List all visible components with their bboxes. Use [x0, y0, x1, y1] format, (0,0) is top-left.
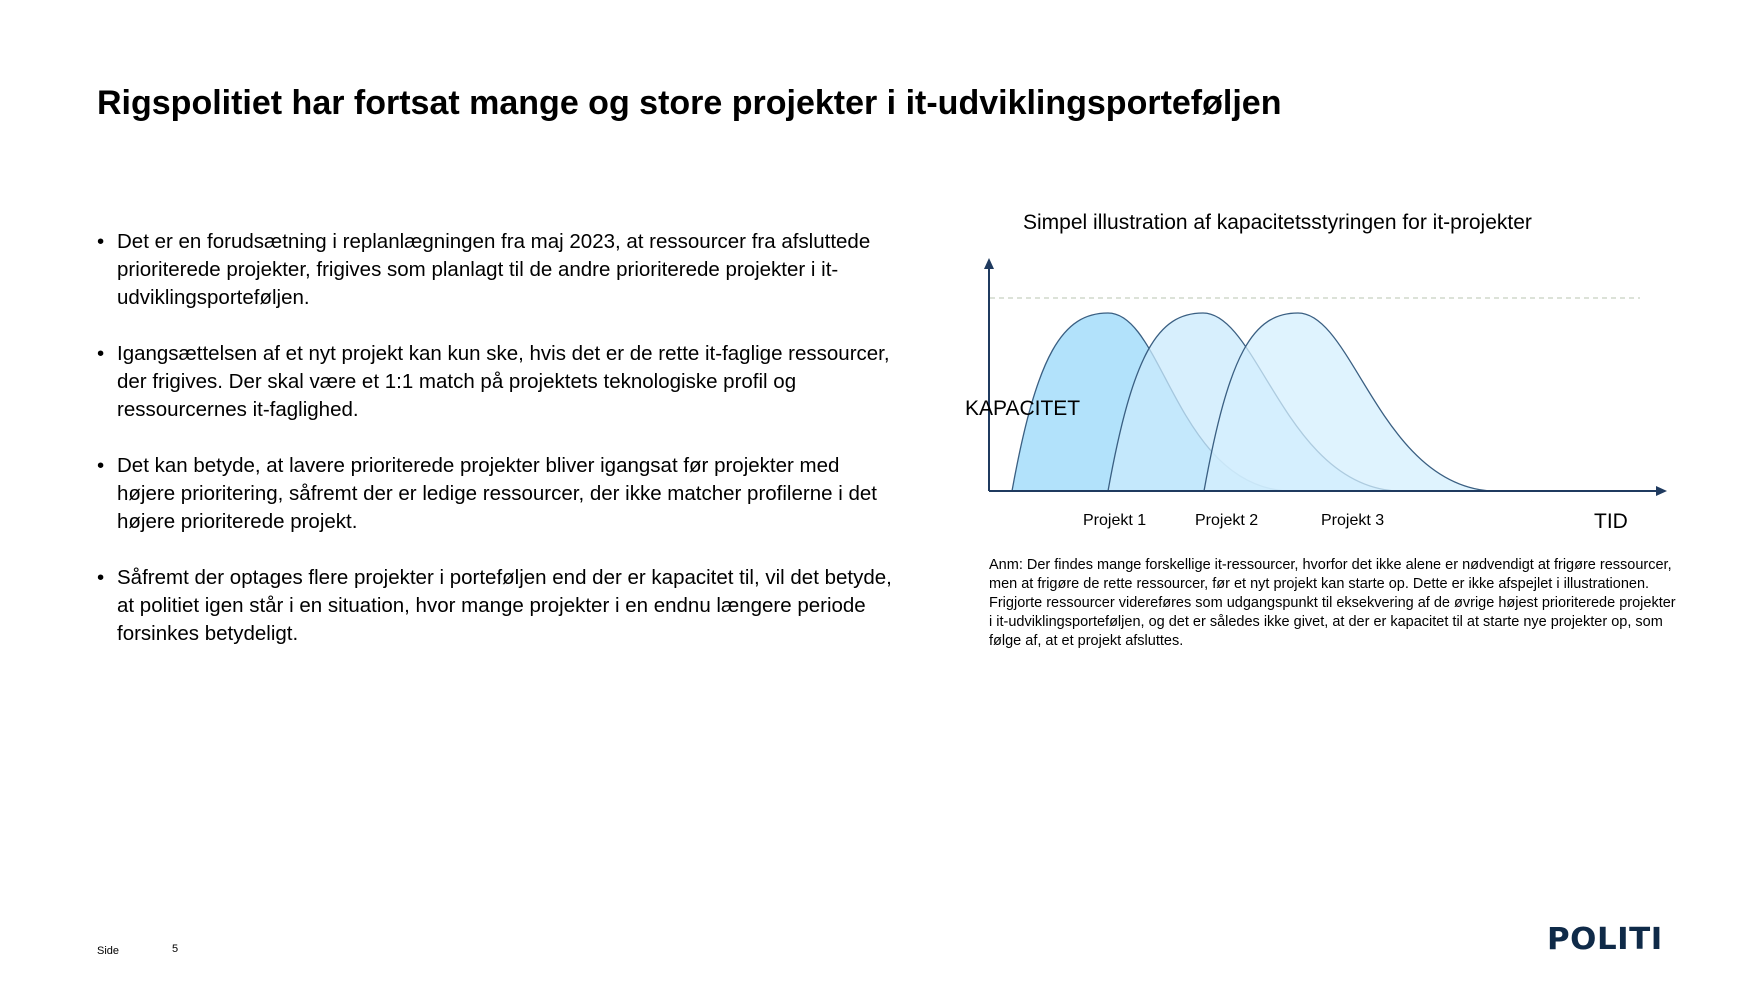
series-label-projekt-1: Projekt 1	[1083, 512, 1147, 529]
bullet-text: Såfremt der optages flere projekter i porteføljen end der er kapacitet til, vil det betyde, at politiet igen står i en situation, hvor mange projekter i en endnu længere periode forsinkes betydeligt.	[117, 566, 892, 645]
bullet-text: Det er en forudsætning i replanlægningen fra maj 2023, at ressourcer fra afsluttede prioriterede projekter, frigives som planlagt til de andre prioriterede projekter i it-udviklingsporteføljen.	[117, 230, 871, 309]
x-axis-label: TID	[1594, 510, 1628, 533]
area-projekt-3	[1204, 313, 1490, 491]
footer-page-number: 5	[172, 943, 179, 955]
bullet-text: Igangsættelsen af et nyt projekt kan kun ske, hvis det er de rette it-faglige ressourcer, der frigives. Der skal være et 1:1 match på projektets teknologiske profil og ressourcernes it-faglighed.	[117, 342, 890, 421]
chart-note: Anm: Der findes mange forskellige it-ressourcer, hvorfor det ikke alene er nødvendigt at frigøre ressourcer, men at frigøre de rette ressourcer, før et nyt projekt kan starte op. Dette er ikke afspejlet i illustrationen. Frigjorte ressourcer videreføres som udgangspunkt til eksekvering af de øvrige højest prioriterede projekter i it-udviklingsporteføljen, og det er således ikke givet, at der er kapacitet til at starte nye projekter op, som følge af, at et projekt afsluttes.	[989, 557, 1676, 649]
series-label-projekt-3: Projekt 3	[1321, 512, 1385, 529]
y-axis-label: KAPACITET	[965, 397, 1081, 420]
bullet-text: Det kan betyde, at lavere prioriterede projekter bliver igangsat før projekter med højere prioritering, såfremt der er ledige ressourcer, der ikke matcher profilerne i det højere prioriterede projekt.	[117, 454, 877, 533]
bullet-item	[97, 452, 897, 536]
politi-logo: POLITI	[1547, 922, 1663, 957]
bullet-item	[97, 564, 897, 648]
slide-title: Rigspolitiet har fortsat mange og store projekter i it-udviklingsporteføljen	[97, 84, 1282, 122]
y-axis-arrow	[984, 258, 994, 269]
bullet-marker: •	[97, 342, 105, 365]
series-label-projekt-2: Projekt 2	[1195, 512, 1259, 529]
bullet-item	[97, 228, 897, 312]
footer-side-label: Side	[97, 945, 120, 957]
chart-title: Simpel illustration af kapacitetsstyringen for it-projekter	[1023, 211, 1532, 234]
x-axis-arrow	[1656, 486, 1667, 496]
bullet-marker: •	[97, 454, 105, 477]
capacity-chart	[950, 255, 1670, 540]
bullet-marker: •	[97, 230, 105, 253]
bullet-marker: •	[97, 566, 105, 589]
project-curves	[1012, 313, 1490, 491]
bullet-item	[97, 340, 897, 424]
bullet-list	[97, 228, 897, 676]
